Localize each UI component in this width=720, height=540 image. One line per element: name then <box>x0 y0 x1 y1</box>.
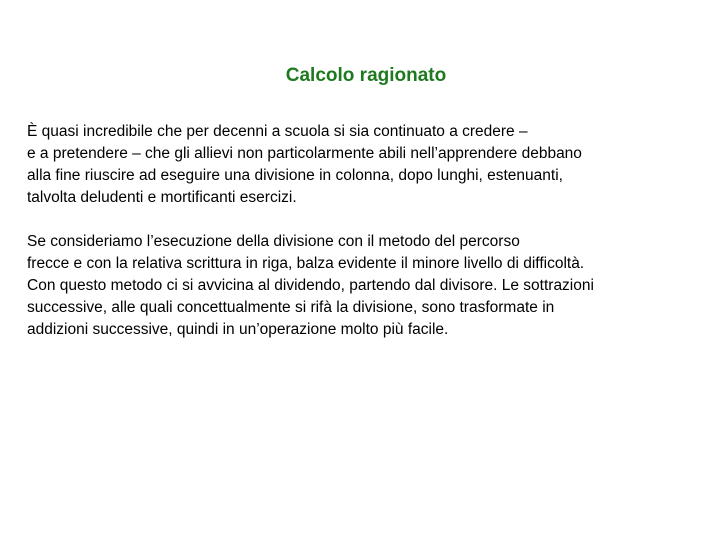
paragraph-line: talvolta deludenti e mortificanti esercizi. <box>27 189 297 206</box>
paragraph-line: successive, alle quali concettualmente si rifà la divisione, sono trasformate in <box>27 299 555 316</box>
paragraph-line: Con questo metodo ci si avvicina al dividendo, partendo dal divisore. Le sottrazioni <box>27 277 594 294</box>
paragraph-line: È quasi incredibile che per decenni a scuola si sia continuato a credere – <box>27 123 528 140</box>
paragraph-line: e a pretendere – che gli allievi non particolarmente abili nell’apprendere debbano <box>27 145 582 162</box>
slide-body <box>27 121 707 341</box>
paragraph-line: Se consideriamo l’esecuzione della divisione con il metodo del percorso <box>27 233 520 250</box>
paragraph-line: frecce e con la relativa scrittura in riga, balza evidente il minore livello di difficoltà. <box>27 255 585 272</box>
paragraph-line: addizioni successive, quindi in un’operazione molto più facile. <box>27 321 449 338</box>
slide-title: Calcolo ragionato <box>285 65 447 86</box>
paragraph-line: alla fine riuscire ad eseguire una divisione in colonna, dopo lunghi, estenuanti, <box>27 167 563 184</box>
paragraph-1 <box>27 121 707 209</box>
paragraph-2 <box>27 231 707 341</box>
